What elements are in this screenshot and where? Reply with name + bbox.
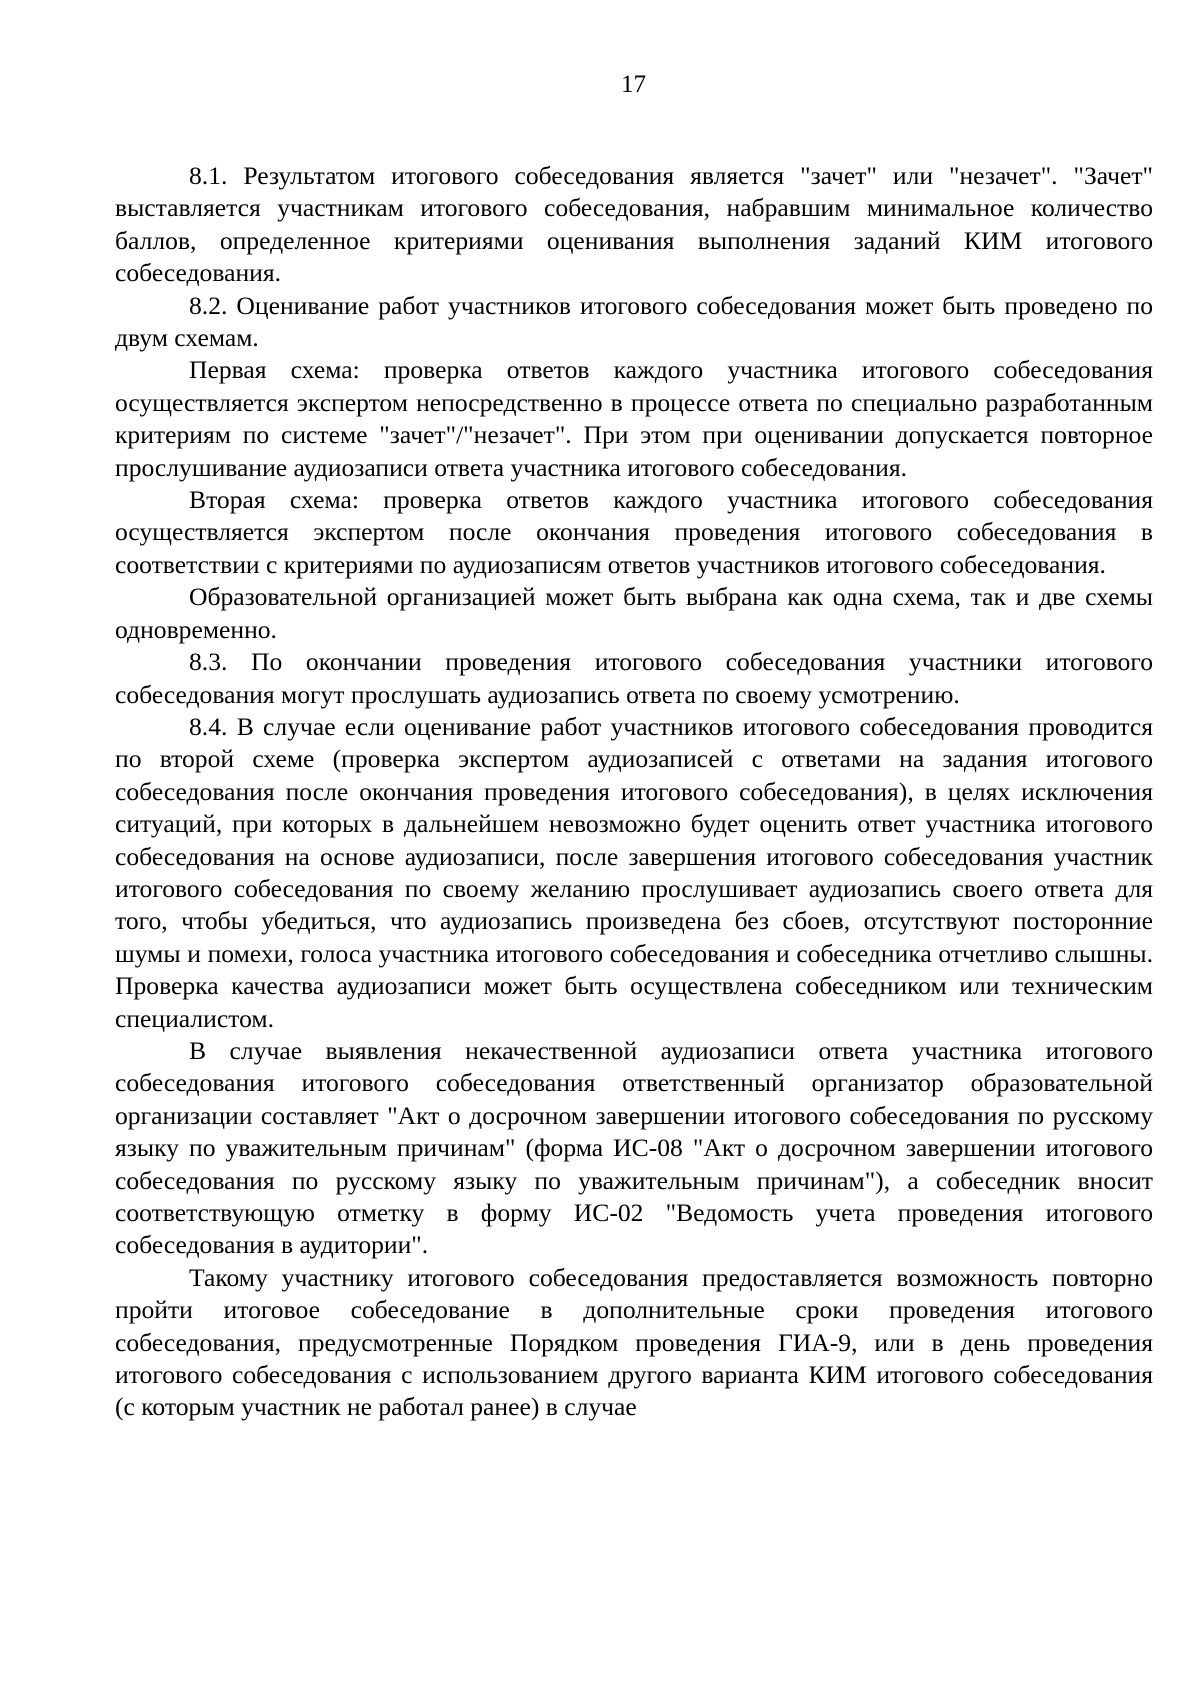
page-number: 17 [621, 71, 646, 98]
paragraph-second-scheme: Вторая схема: проверка ответов каждого участника итогового собеседования осуществляется экспертом после окончания проведения итогового собеседования в соответствии с критериями по аудиозаписям ответов участников итогового собеседования. [115, 485, 1153, 579]
paragraph-8-1: 8.1. Результатом итогового собеседования является "зачет" или "незачет". "Зачет" выставляется участникам итогового собеседования, набравшим минимальное количество баллов, определенное критериями оценивания выполнения заданий КИМ итогового собеседования. [115, 161, 1153, 288]
paragraph-retake: Такому участнику итогового собеседования предоставляется возможность повторно пройти итоговое собеседование в дополнительные сроки проведения итогового собеседования, предусмотренные Порядком проведения ГИА-9, или в день проведения итогового собеседования с использованием другого варианта КИМ итогового собеседования (с которым участник не работал ранее) в случае [115, 1262, 1153, 1422]
paragraph-8-4: 8.4. В случае если оценивание работ участников итогового собеседования проводится по второй схеме (проверка экспертом аудиозаписей с ответами на задания итогового собеседования после окончания проведения итогового собеседования), в целях исключения ситуаций, при которых в дальнейшем невозможно будет оценить ответ участника итогового собеседования на основе аудиозаписи, после завершения итогового собеседования участник итогового собеседования по своему желанию прослушивает аудиозапись своего ответа для того, чтобы убедиться, что аудиозапись произведена без сбоев, отсутствуют посторонние шумы и помехи, голоса участника итогового собеседования и собеседника отчетливо слышны. Проверка качества аудиозаписи может быть осуществлена собеседником или техническим специалистом. [115, 711, 1153, 1033]
paragraph-poor-recording: В случае выявления некачественной аудиозаписи ответа участника итогового собеседования итогового собеседования ответственный организатор образовательной организации составляет "Акт о досрочном завершении итогового собеседования по русскому языку по уважительным причинам" (форма ИС-08 "Акт о досрочном завершении итогового собеседования по русскому языку по уважительным причинам"), а собеседник вносит соответствующую отметку в форму ИС-02 "Ведомость учета проведения итогового собеседования в аудитории". [115, 1035, 1153, 1260]
document-body [115, 160, 1153, 1424]
paragraph-first-scheme: Первая схема: проверка ответов каждого участника итогового собеседования осуществляется экспертом непосредственно в процессе ответа по специально разработанным критериям по системе "зачет"/"незачет". При этом при оценивании допускается повторное прослушивание аудиозаписи ответа участника итогового собеседования. [115, 355, 1153, 482]
paragraph-scheme-choice: Образовательной организацией может быть выбрана как одна схема, так и две схемы одновременно. [115, 582, 1153, 644]
paragraph-8-3: 8.3. По окончании проведения итогового собеседования участники итогового собеседования могут прослушать аудиозапись ответа по своему усмотрению. [115, 647, 1153, 709]
paragraph-8-2: 8.2. Оценивание работ участников итогового собеседования может быть проведено по двум схемам. [115, 290, 1153, 353]
